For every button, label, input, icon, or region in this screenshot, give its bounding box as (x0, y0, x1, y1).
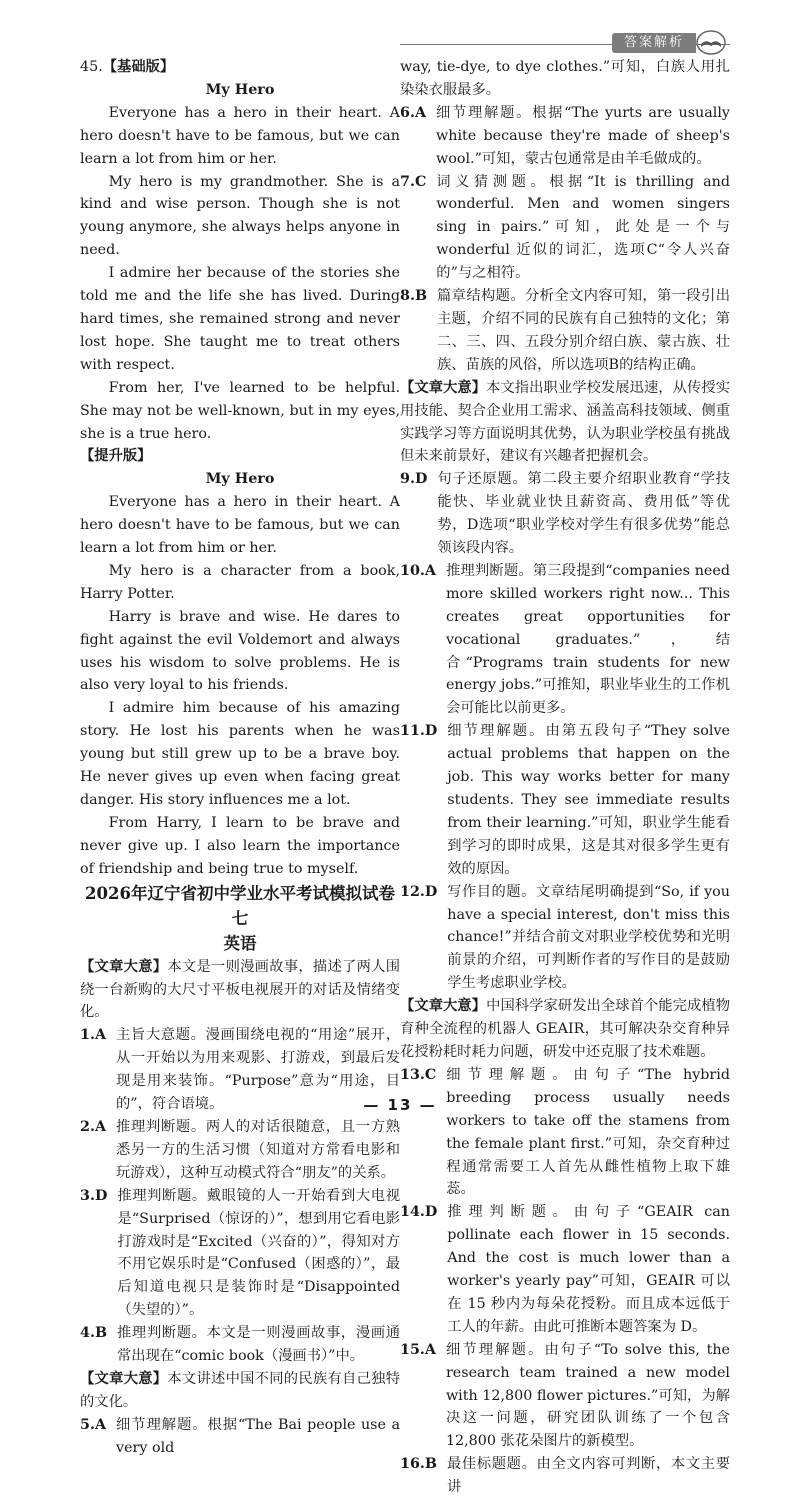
question-number: 12. (400, 883, 425, 900)
question-number: 9. (400, 471, 415, 488)
answer-explanation: 句子还原题。第二段主要介绍职业教育“学技能快、毕业就业快且薪资高、费用低”等优势，D选项“职业学校对学生有很多优势”能总领该段内容。 (437, 471, 730, 557)
answer-item (400, 720, 730, 880)
section-badge: 答案解析 (612, 33, 696, 53)
answer-item (400, 102, 730, 171)
answer-letter: A (414, 104, 427, 121)
answer-letter: D (424, 883, 438, 900)
article-summary-3: 【文章大意】本文指出职业学校发展迅速，从传授实用技能、契合企业用工需求、涵盖高科技领域、侧重实践学习等方面说明其优势，认为职业学校虽有挑战但未来前景好，建议有兴趣者把握机会。 (400, 379, 731, 465)
answer-list-1-4 (80, 1024, 400, 1368)
answer-letter: A (424, 1341, 436, 1358)
answer-letter: D (424, 1204, 438, 1221)
answer-letter: C (424, 1066, 437, 1083)
basic-essay-title: My Hero (205, 81, 275, 98)
essay-paragraph: Everyone has a hero in their heart. A hero doesn't have to be famous, but we can learn a lot from him or her. (80, 494, 400, 557)
answer-letter: B (414, 288, 428, 305)
left-column (80, 56, 400, 1460)
answer-item (400, 881, 730, 996)
article-summary-4: 【文章大意】中国科学家研发出全球首个能完成植物育种全流程的机器人 GEAIR，其可解决杂交育种异花授粉耗时耗力问题，研发中还克服了技术难题。 (400, 998, 731, 1060)
essay-paragraph: From Harry, I learn to be brave and never give up. I also learn the importance of friendship and being true to myself. (80, 814, 400, 877)
advanced-version-label: 【提升版】 (80, 448, 152, 465)
answer-letter: A (94, 1118, 107, 1135)
answer-explanation: 最佳标题题。由全文内容可判断，本文主要讲 (446, 1456, 730, 1496)
question-number: 10. (400, 562, 425, 579)
answer-item (400, 1064, 730, 1201)
answer-explanation: 主旨大意题。漫画围绕电视的“用途”展开，从一开始以为用来观影、打游戏，到最后发现是用来装饰。“Purpose”意为“用途，目的”，符合语境。 (116, 1027, 400, 1113)
answer-explanation: 推理判断题。本文是一则漫画故事，漫画通常出现在“comic book（漫画书）”中。 (117, 1325, 400, 1365)
essay-paragraph: I admire him because of his amazing story. He lost his parents when he was young but still grew up to be a brave boy. He never gives up even when facing great danger. His story influences me a lot. (80, 700, 400, 808)
answer-letter: B (424, 1456, 437, 1473)
answer-explanation: 细节理解题。根据“The yurts are usually white because they're made of sheep's wool.”可知，蒙古包通常是由羊毛做成的。 (436, 104, 730, 167)
essay-paragraph: My hero is my grandmother. She is a kind and wise person. Though she is not young anymore, she always helps anyone in need. (80, 173, 400, 259)
answer-letter: A (94, 1027, 107, 1044)
essay-paragraph: Harry is brave and wise. He dares to fight against the evil Voldemort and always uses his wisdom to solve problems. He is also very loyal to his friends. (80, 608, 400, 694)
answer-list-13-16 (400, 1064, 730, 1499)
page-number: — 13 — (363, 1096, 437, 1114)
answer-item-5: 5.A 细节理解题。根据“The Bai people use a very old (80, 1416, 400, 1456)
article-summary-2: 【文章大意】本文讲述中国不同的民族有自己独特的文化。 (80, 1370, 400, 1410)
answer-item (80, 1322, 400, 1368)
question-number: 3. (80, 1187, 95, 1204)
answer-letter: D (94, 1187, 108, 1204)
q45-heading: 45.【基础版】 (80, 59, 175, 75)
advanced-essay-body (80, 491, 400, 880)
question-number: 16. (400, 1456, 425, 1473)
answer-explanation: 词义猜测题。根据“It is thrilling and wonderful. Men and women singers sing in pairs.”可知，此处是一个与 wonderful 近似的词汇，选项C“令人兴奋的”与之相符。 (436, 173, 730, 282)
essay-paragraph: From her, I've learned to be helpful. She may not be well-known, but in my eyes, she is a true hero. (80, 379, 400, 442)
question-number: 4. (80, 1325, 95, 1342)
answer-item (400, 171, 730, 286)
answer-item (400, 285, 730, 377)
answer-letter: D (424, 723, 438, 740)
answer-letter: C (414, 173, 427, 190)
answer-letter: A (424, 562, 436, 579)
question-number: 8. (400, 288, 415, 305)
essay-paragraph: Everyone has a hero in their heart. A hero doesn't have to be famous, but we can learn a lot from him or her. (80, 104, 400, 167)
answer-explanation: 推理判断题。两人的对话很随意，且一方熟悉另一方的生活习惯（知道对方常看电影和玩游戏），这种互动模式符合“朋友”的关系。 (116, 1118, 400, 1181)
question-number: 1. (80, 1027, 95, 1044)
exam-section-title: 2026年辽宁省初中学业水平考试模拟试卷七 (85, 883, 395, 928)
question-number: 2. (80, 1118, 95, 1135)
answer-item (400, 560, 730, 720)
question-number: 7. (400, 173, 415, 190)
answer-list-6-8 (400, 102, 730, 377)
answer-explanation: 细节理解题。由句子“The hybrid breeding process usually needs workers to take off the stamens from the female plant first.”可知，杂交育种过程通常需要工人首先从雌性植物上取下雄蕊。 (446, 1066, 730, 1198)
essay-paragraph: I admire her because of the stories she told me and the life she has lived. During hard times, she remained strong and never lost hope. She taught me to treat others with respect. (80, 265, 400, 373)
open-book-icon (696, 30, 726, 55)
answer-5-continued: way, tie-dye, to dye clothes.”可知，白族人用扎染染衣服最多。 (400, 59, 730, 98)
basic-essay-body (80, 102, 400, 446)
answer-item (400, 1201, 730, 1338)
answer-explanation: 推理判断题。由句子“GEAIR can pollinate each flower in 15 seconds. And the cost is much lower than a worker's yearly pay”可知，GEAIR 可以在 15 秒内为每朵花授粉。而且成本远低于工人的年薪。由此可推断本题答案为 D。 (447, 1204, 730, 1335)
answer-letter: D (414, 471, 428, 488)
answer-explanation: 推理判断题。第三段提到“companies need more skilled workers right now... This creates great opportunities for vocational graduates.”，结合“Programs train students for new energy jobs.”可推知，职业毕业生的工作机会可能比以前更多。 (445, 562, 730, 717)
answer-explanation: 写作目的题。文章结尾明确提到“So, if you have a special interest, don't miss this chance!”并结合前文对职业学校优势和光明前景的介绍，可判断作者的写作目的是鼓励学生考虑职业学校。 (447, 883, 730, 992)
answer-letter: B (94, 1325, 108, 1342)
article-summary-1: 【文章大意】本文是一则漫画故事，描述了两人围绕一台新购的大尺寸平板电视展开的对话及情绪变化。 (80, 958, 400, 1021)
question-number: 15. (400, 1341, 425, 1358)
answer-item (400, 1453, 730, 1499)
essay-paragraph: My hero is a character from a book, Harry Potter. (80, 562, 400, 602)
subject-title: 英语 (223, 933, 257, 953)
answer-explanation: 推理判断题。戴眼镜的人一开始看到大电视是“Surprised（惊讶的）”，想到用它看电影打游戏时是“Excited（兴奋的）”，得知对方不用它娱乐时是“Confused（困惑的）”，最后知道电视只是装饰时是“Disappointed（失望的）”。 (117, 1187, 400, 1319)
answer-explanation: 细节理解题。由第五段句子“They solve actual problems that happen on the job. This way works better for many students. They see immediate results from their learning.”可知，职业学生能看到学习的即时成果，这是其对很多学生更有效的原因。 (447, 723, 730, 877)
question-number: 11. (400, 723, 425, 740)
answer-item (400, 1339, 730, 1454)
question-number: 6. (400, 104, 415, 121)
answer-explanation: 细节理解题。由句子“To solve this, the research team trained a new model with 12,800 flower pictures.”可知，为解决这一问题，研究团队训练了一个包含 12,800 张花朵图片的新模型。 (445, 1341, 730, 1450)
advanced-essay-title: My Hero (205, 471, 275, 488)
question-number: 13. (400, 1066, 425, 1083)
right-column (400, 56, 730, 1499)
answer-list-9-12 (400, 468, 730, 995)
answer-item (400, 468, 730, 560)
answer-explanation: 篇章结构题。分析全文内容可知，第一段引出主题，介绍不同的民族有自己独特的文化；第二、三、四、五段分别介绍白族、蒙古族、壮族、苗族的风俗，所以选项B的结构正确。 (437, 288, 730, 373)
question-number: 14. (400, 1204, 425, 1221)
answer-item (80, 1185, 400, 1322)
answer-item (80, 1116, 400, 1185)
